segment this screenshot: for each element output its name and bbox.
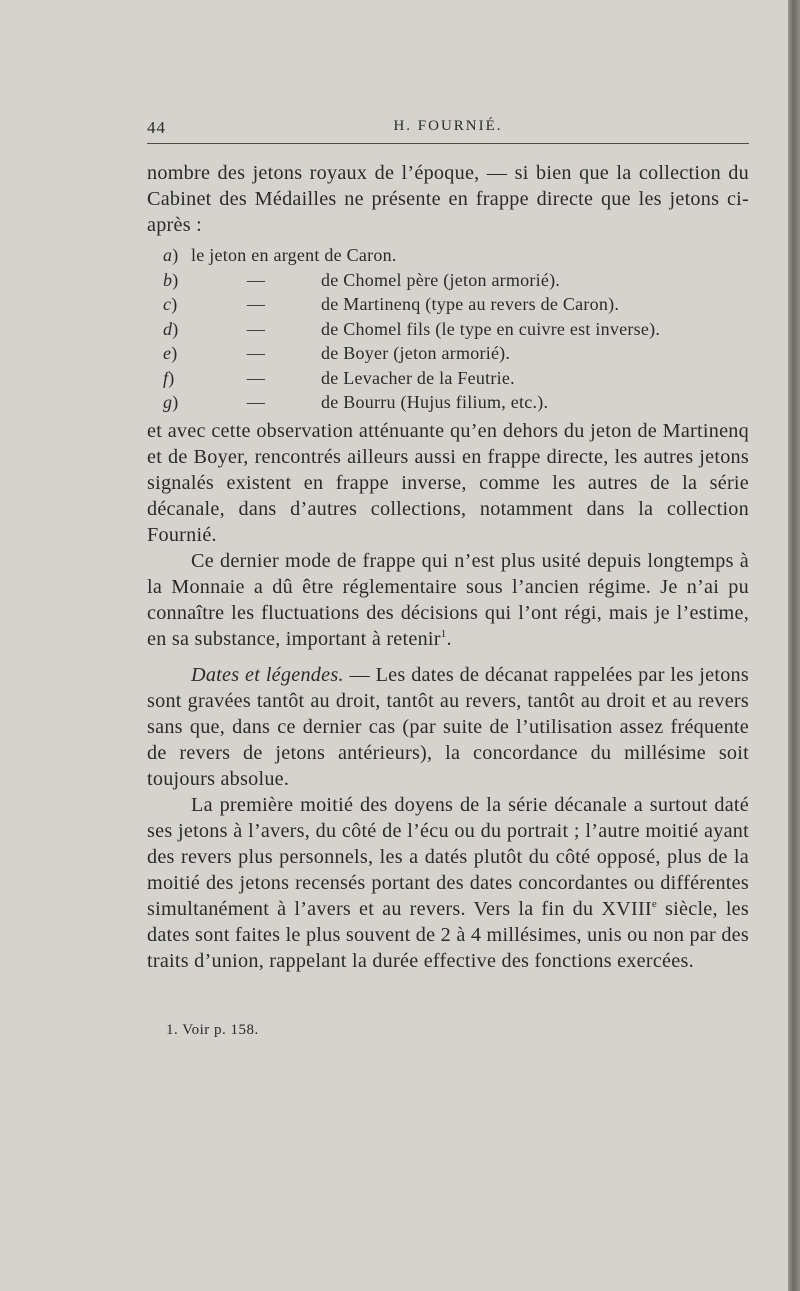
- book-spine-edge: [788, 0, 800, 1291]
- list-letter: f): [163, 367, 175, 388]
- ditto-dash: —: [246, 343, 266, 363]
- footnote: 1. Voir p. 158.: [166, 1022, 259, 1038]
- ditto-dash: —: [246, 367, 266, 388]
- list-text: de Martinenq (type au revers de Caron).: [321, 294, 620, 314]
- list-text: de Boyer (jeton armorié).: [321, 343, 511, 363]
- list-item: [147, 243, 749, 268]
- list-text: de Chomel père (jeton armorié).: [321, 269, 561, 290]
- body-text: [147, 160, 749, 974]
- paragraph-dates: Dates et légendes. — Les dates de décanat rappelées par les jetons sont gravées tantôt au droit, tantôt au revers, tantôt au droit et au revers sans que, dans ce dernier cas (par suite de l’utilisation assez fréquente de revers de jetons antérieurs), la concordance du millésime soit toujours absolue.: [147, 663, 749, 790]
- jeton-list: [147, 243, 749, 415]
- list-text: de Bourru (Hujus filium, etc.).: [321, 392, 549, 412]
- header-rule: [147, 143, 749, 144]
- page-number: 44: [147, 118, 166, 137]
- ditto-dash: —: [246, 318, 266, 339]
- list-letter: e): [163, 343, 178, 363]
- list-item: [147, 317, 749, 342]
- ditto-dash: —: [246, 269, 266, 290]
- paragraph-moitie: La première moitié des doyens de la série décanale a surtout daté ses jetons à l’avers, du côté de l’écu ou du portrait ; l’autre moitié ayant des revers plus personnels, les a datés plutôt du côté opposé, plus de la moitié des jetons recensés portant des dates concordantes ou différentes simultanément à l’avers et au revers. Vers la fin du XVIIIe siècle, les dates sont faites le plus souvent de 2 à 4 millésimes, unis ou non par des traits d’union, rappelant la durée effective des fonctions exercées.: [147, 793, 750, 972]
- list-item: [147, 292, 749, 317]
- list-letter: g): [163, 392, 179, 412]
- list-item: [147, 341, 749, 366]
- ditto-dash: —: [246, 294, 266, 314]
- list-item: [147, 366, 749, 391]
- ditto-dash: —: [246, 392, 266, 412]
- intro-paragraph: nombre des jetons royaux de l’époque, — si bien que la collection du Cabinet des Médailles ne présente en frappe directe que les jetons ci-après :: [147, 162, 749, 236]
- list-item: [147, 390, 749, 415]
- page-header: [147, 116, 749, 144]
- section-heading: Dates et légendes.: [191, 663, 344, 686]
- paragraph-observation: et avec cette observation atténuante qu’en dehors du jeton de Martinenq et de Boyer, rencontrés ailleurs aussi en frappe directe, les autres jetons signalés existent en frappe inverse, comme les autres de la série décanale, dans d’autres collections, notamment dans la collection Fournié.: [147, 419, 749, 546]
- list-text: de Chomel fils (le type en cuivre est inverse).: [321, 318, 661, 339]
- list-letter: b): [163, 269, 179, 290]
- footnote-ref: 1: [440, 627, 447, 640]
- list-letter: c): [163, 294, 178, 314]
- paragraph-frappe: Ce dernier mode de frappe qui n’est plus usité depuis longtemps à la Monnaie a dû être réglementaire sous l’ancien régime. Je n’ai pu connaître les fluctuations des décisions qui l’ont régi, mais je l’estime, en sa substance, important à retenir$^1$.: [147, 549, 749, 650]
- list-text: le jeton en argent de Caron.: [191, 245, 397, 265]
- list-letter: d): [163, 318, 179, 339]
- list-letter: a): [163, 245, 179, 265]
- running-head: H. FOURNIÉ.: [393, 118, 503, 134]
- list-item: [147, 268, 749, 293]
- list-text: de Levacher de la Feutrie.: [321, 367, 515, 388]
- century-superscript: e: [651, 897, 658, 910]
